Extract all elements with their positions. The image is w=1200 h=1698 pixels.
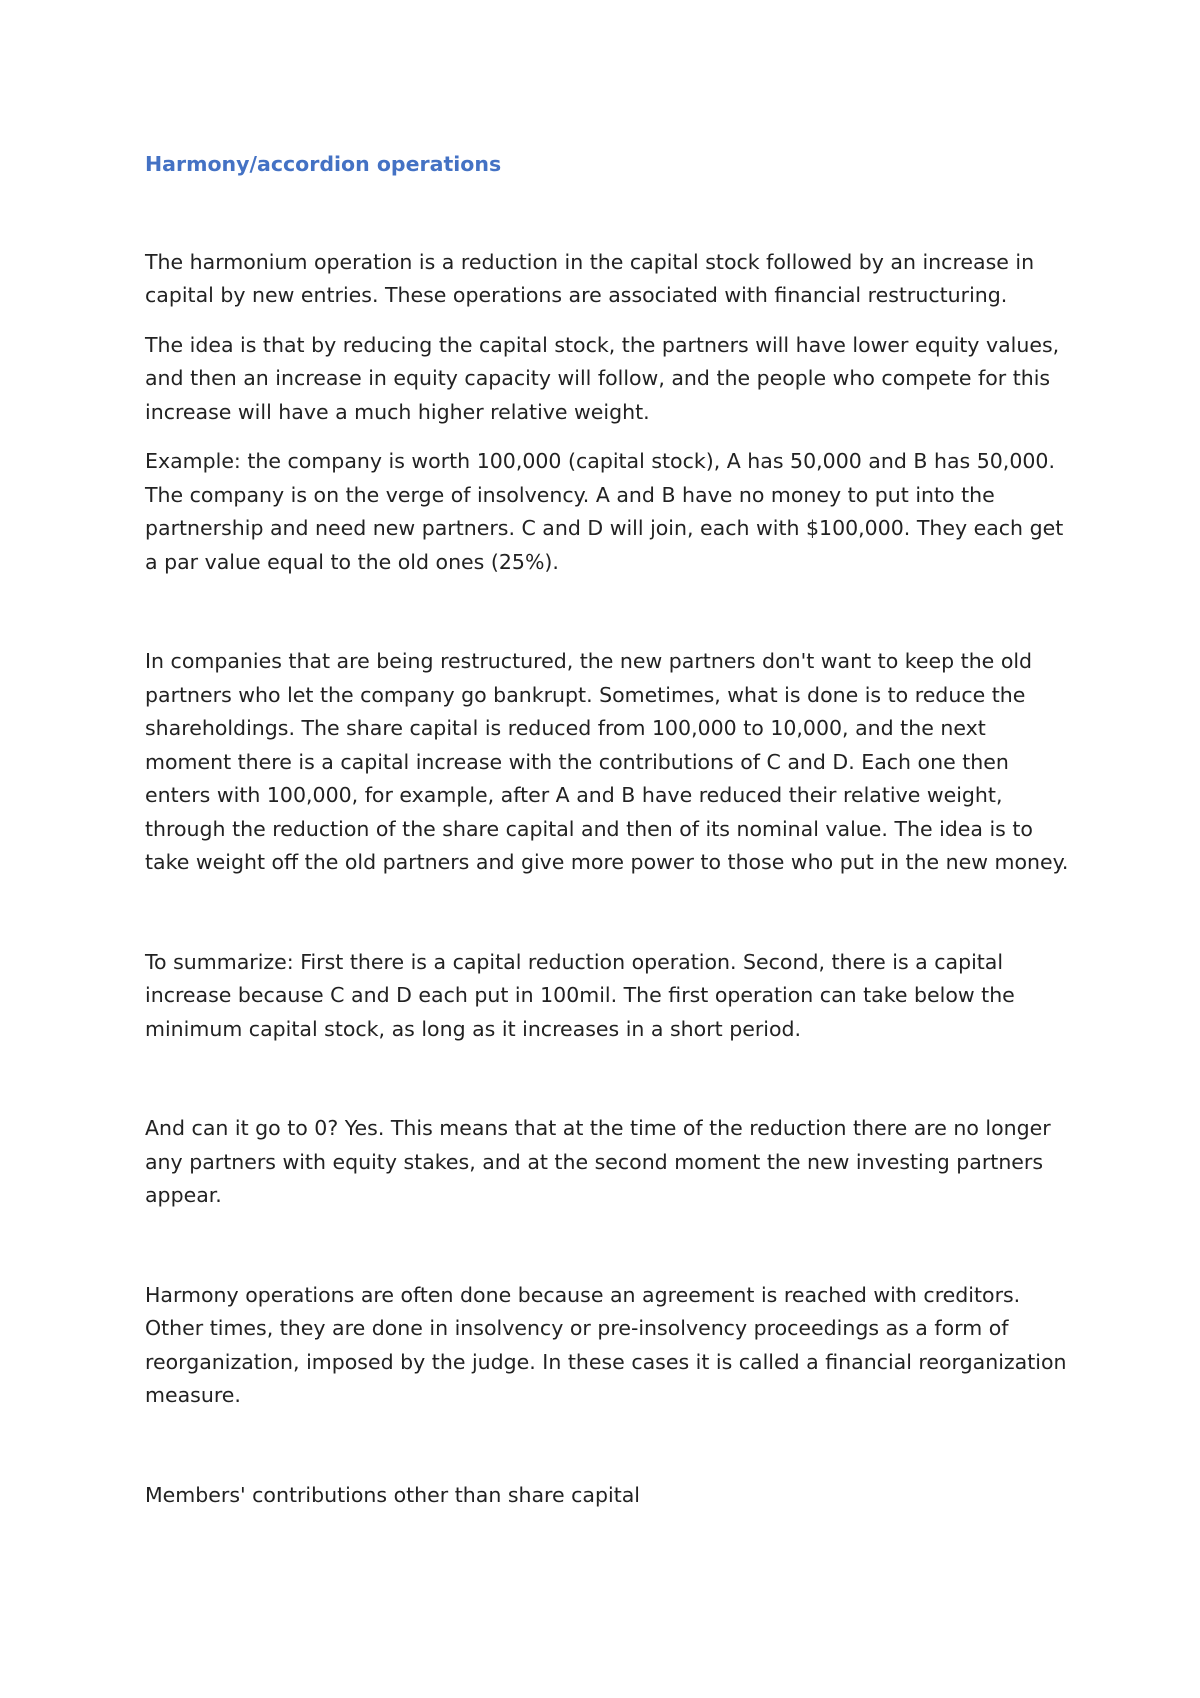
paragraph-zero-capital: And can it go to 0? Yes. This means that at the time of the reduction there are no longer any partners with equity stakes, and at the second moment the new investing partners appear. bbox=[145, 1116, 1051, 1207]
document-body bbox=[145, 148, 1075, 1512]
paragraph-restructuring: In companies that are being restructured, the new partners don't want to keep the old partners who let the company go bankrupt. Sometimes, what is done is to reduce the shareholdings. The share capital is reduced from 100,000 to 10,000, and the next moment there is a capital increase with the contributions of C and D. Each one then enters with 100,000, for example, after A and B have reduced their relative weight, through the reduction of the share capital and then of its nominal value. The idea is to take weight off the old partners and give more power to those who put in the new money. bbox=[145, 649, 1069, 874]
paragraph-creditors: Harmony operations are often done because an agreement is reached with creditors. Other times, they are done in insolvency or pre-insolvency proceedings as a form of reorganization, imposed by the judge. In these cases it is called a financial reorganization measure. bbox=[145, 1282, 1067, 1407]
section-heading-contributions: Members' contributions other than share capital bbox=[145, 1482, 641, 1507]
paragraph-example: Example: the company is worth 100,000 (capital stock), A has 50,000 and B has 50,000. The company is on the verge of insolvency. A and B have no money to put into the partnership and need new partners. C and D will join, each with $100,000. They each get a par value equal to the old ones (25%). bbox=[145, 449, 1064, 574]
paragraph-idea: The idea is that by reducing the capital stock, the partners will have lower equity values, and then an increase in equity capacity will follow, and the people who compete for this increase will have a much higher relative weight. bbox=[145, 332, 1060, 424]
document-title: Harmony/accordion operations bbox=[145, 152, 502, 176]
paragraph-summary: To summarize: First there is a capital reduction operation. Second, there is a capital increase because C and D each put in 100mil. The first operation can take below the minimum capital stock, as long as it increases in a short period. bbox=[145, 949, 1015, 1041]
paragraph-definition: The harmonium operation is a reduction in the capital stock followed by an increase in capital by new entries. These operations are associated with financial restructuring. bbox=[145, 249, 1035, 307]
